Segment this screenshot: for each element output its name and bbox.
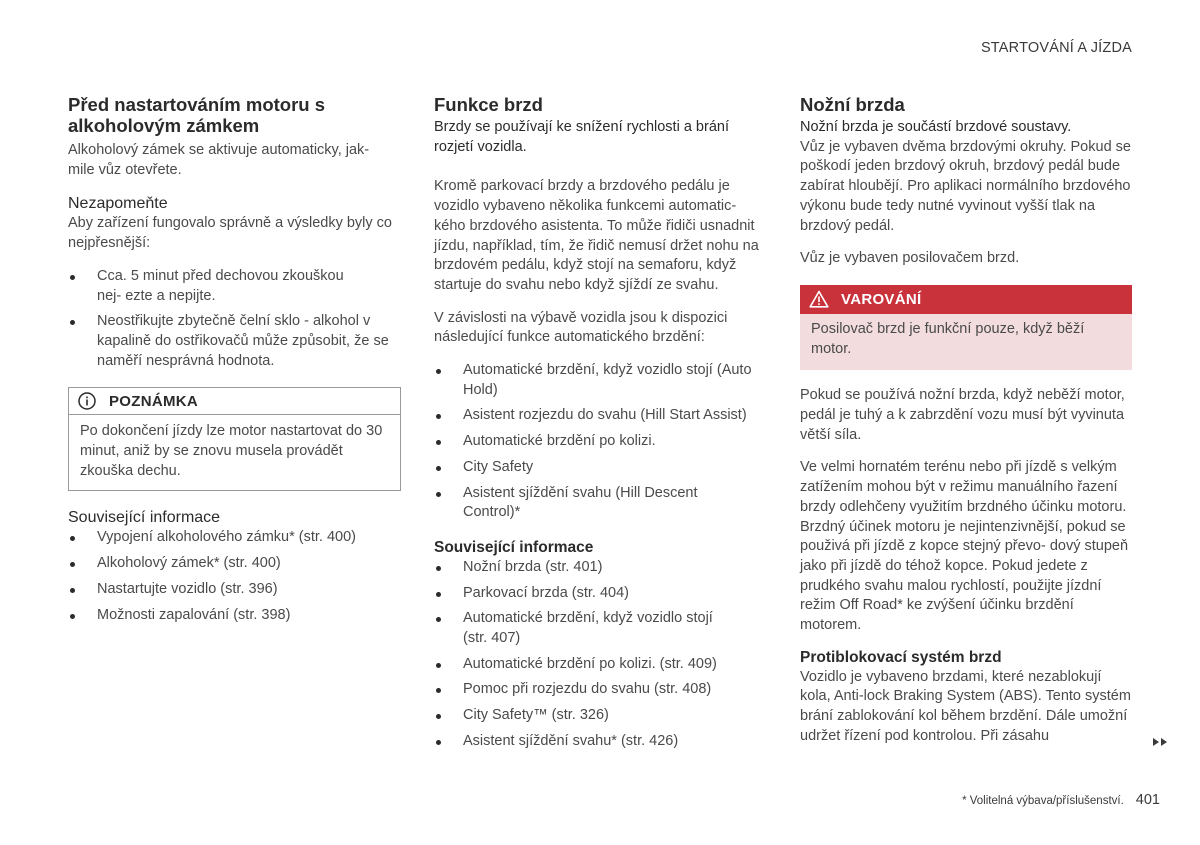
double-arrow-right-icon (1151, 737, 1171, 747)
page-footer (962, 792, 1160, 808)
bullet-icon (436, 714, 441, 719)
brake-functions-para: V závislosti na výbavě vozidla jsou k dispozici následující funkce automatického brzdění: (434, 309, 728, 346)
remember-text: Aby zařízení fungovalo správně a výsledky byly co nejpřesnější: (68, 215, 392, 252)
list-item: Automatické brzdění po kolizi. (434, 432, 768, 452)
foot-brake-para: Ve velmi hornatém terénu nebo při jízdě s velkým zatížením mohou být v režimu manuálního řazení brzdy odlehčeny využitím brzdného účinku motoru. Brzdný účinek motoru je nejintenzivnější, pokud se použivá při jízdě z kopce stejný převo- dový stupeň jako při jízdě do téhož kopce. Pokud jedete z prudkého svahu malou rychlostí, použijte jízdní režim Off Road* ke zvýšení účinku brzdění motorem. (800, 459, 1129, 634)
note-box (68, 387, 401, 491)
warning-label: VAROVÁNÍ (841, 290, 922, 308)
bullet-icon (436, 688, 441, 693)
brake-functions-lead: Brzdy se používají ke snížení rychlosti a brání rozjetí vozidla. (434, 119, 729, 155)
bullet-icon (70, 320, 75, 325)
note-text: Po dokončení jízdy lze motor nastartovat do 30 minut, aniž by se znovu musela provádět zkouška dechu. (80, 423, 383, 479)
list-item: Cca. 5 minut před dechovou zkouškou nej- ezte a nepijte. (68, 267, 357, 306)
related-link[interactable]: Automatické brzdění po kolizi. (str. 409) (434, 655, 768, 675)
foot-brake-para: Vůz je vybaven posilovačem brzd. (800, 250, 1020, 267)
brake-functions-title: Funkce brzd (434, 94, 543, 115)
related-heading: Související informace (434, 538, 594, 556)
bullet-icon (70, 588, 75, 593)
bullet-icon (436, 492, 441, 497)
bullet-icon (70, 275, 75, 280)
bullet-icon (436, 617, 441, 622)
warning-triangle-icon (809, 290, 829, 308)
warning-header (800, 285, 1132, 314)
foot-brake-para: Vůz je vybaven dvěma brzdovými okruhy. Pokud se poškodí jeden brzdový okruh, brzdový pedál bude zabírat hloubějí. Pro aplikaci normálního brzdového výkonu bude tedy nutné vyvinout vyšší tlak na brzdový pedál. (800, 138, 1131, 234)
bullet-icon (436, 566, 441, 571)
alcohol-lock-intro: Alkoholový zámek se aktivuje automaticky, jak- mile vůz otevřete. (68, 142, 370, 178)
related-link[interactable]: Vypojení alkoholového zámku* (str. 400) (68, 528, 401, 548)
bullet-icon (436, 414, 441, 419)
alcohol-lock-title: Před nastartováním motoru s alkoholovým zámkem (68, 94, 326, 136)
foot-brake-para: Pokud se používá nožní brzda, když neběží motor, pedál je tuhý a k zabrzdění vozu musí být vyvinuta větší síla. (800, 387, 1125, 443)
list-item: Asistent sjíždění svahu (Hill Descent Control)* (434, 484, 713, 523)
foot-brake-title: Nožní brzda (800, 94, 905, 115)
page-number: 401 (1135, 792, 1160, 808)
functions-list (434, 361, 768, 523)
list-item: Asistent rozjezdu do svahu (Hill Start Assist) (434, 406, 768, 426)
related-link[interactable]: Nožní brzda (str. 401) (434, 558, 768, 578)
brake-functions-para: Kromě parkovací brzdy a brzdového pedálu je vozidlo vybaveno několika funkcemi automatic- kého brzdového asistenta. To může řidiči usnadnit jízdu, například, tím, že řidič nemusí držet nohu na brzdovém pedálu, když stojí na semaforu, když startuje do svahu nebo když sjíždí ze svahu. (434, 178, 759, 293)
info-icon (78, 392, 96, 410)
list-item: Neostřikujte zbytečně čelní sklo - alkohol v kapalině do ostřikovačů může způsobit, že se naměří nesprávná hodnota. (68, 312, 401, 371)
column-brake-functions (434, 94, 768, 758)
note-header (69, 388, 400, 415)
abs-heading: Protiblokovací systém brzd (800, 648, 1002, 666)
bullet-icon (436, 663, 441, 668)
section-header: STARTOVÁNÍ A JÍZDA (980, 40, 1132, 56)
note-label: POZNÁMKA (109, 392, 199, 410)
list-item: City Safety (434, 458, 768, 478)
bullet-icon (436, 440, 441, 445)
related-list (68, 528, 401, 625)
related-list (434, 558, 768, 752)
bullet-icon (70, 614, 75, 619)
bullet-icon (436, 369, 441, 374)
remember-list (68, 267, 401, 372)
related-link[interactable]: Nastartujte vozidlo (str. 396) (68, 580, 401, 600)
abs-text: Vozidlo je vybaveno brzdami, které nezablokují kola, Anti-lock Braking System (ABS). Tento systém brání zablokování kol během brzdění. Dále umožní udržet řízení pod kontrolou. Při zásahu (800, 668, 1131, 744)
bullet-icon (70, 562, 75, 567)
footnote: * Volitelná výbava/příslušenství. (962, 795, 1124, 807)
foot-brake-lead: Nožní brzda je součástí brzdové soustavy. (800, 119, 1072, 135)
bullet-icon (70, 536, 75, 541)
bullet-icon (436, 466, 441, 471)
bullet-icon (436, 740, 441, 745)
list-item: Automatické brzdění, když vozidlo stojí (Auto Hold) (434, 361, 768, 400)
related-link[interactable]: Alkoholový zámek* (str. 400) (68, 554, 401, 574)
related-link[interactable]: Možnosti zapalování (str. 398) (68, 606, 401, 626)
related-link[interactable]: Pomoc při rozjezdu do svahu (str. 408) (434, 680, 768, 700)
related-heading: Související informace (68, 509, 221, 527)
column-foot-brake (800, 94, 1132, 747)
warning-box (800, 285, 1132, 370)
related-link[interactable]: Parkovací brzda (str. 404) (434, 584, 768, 604)
column-alcohol-lock (68, 94, 401, 631)
related-link[interactable]: Asistent sjíždění svahu* (str. 426) (434, 732, 768, 752)
related-link[interactable]: City Safety™ (str. 326) (434, 706, 768, 726)
related-link[interactable]: Automatické brzdění, když vozidlo stojí (str. 407) (434, 609, 728, 648)
bullet-icon (436, 592, 441, 597)
warning-text: Posilovač brzd je funkční pouze, když běží motor. (811, 320, 1085, 357)
remember-heading: Nezapomeňte (68, 195, 168, 213)
